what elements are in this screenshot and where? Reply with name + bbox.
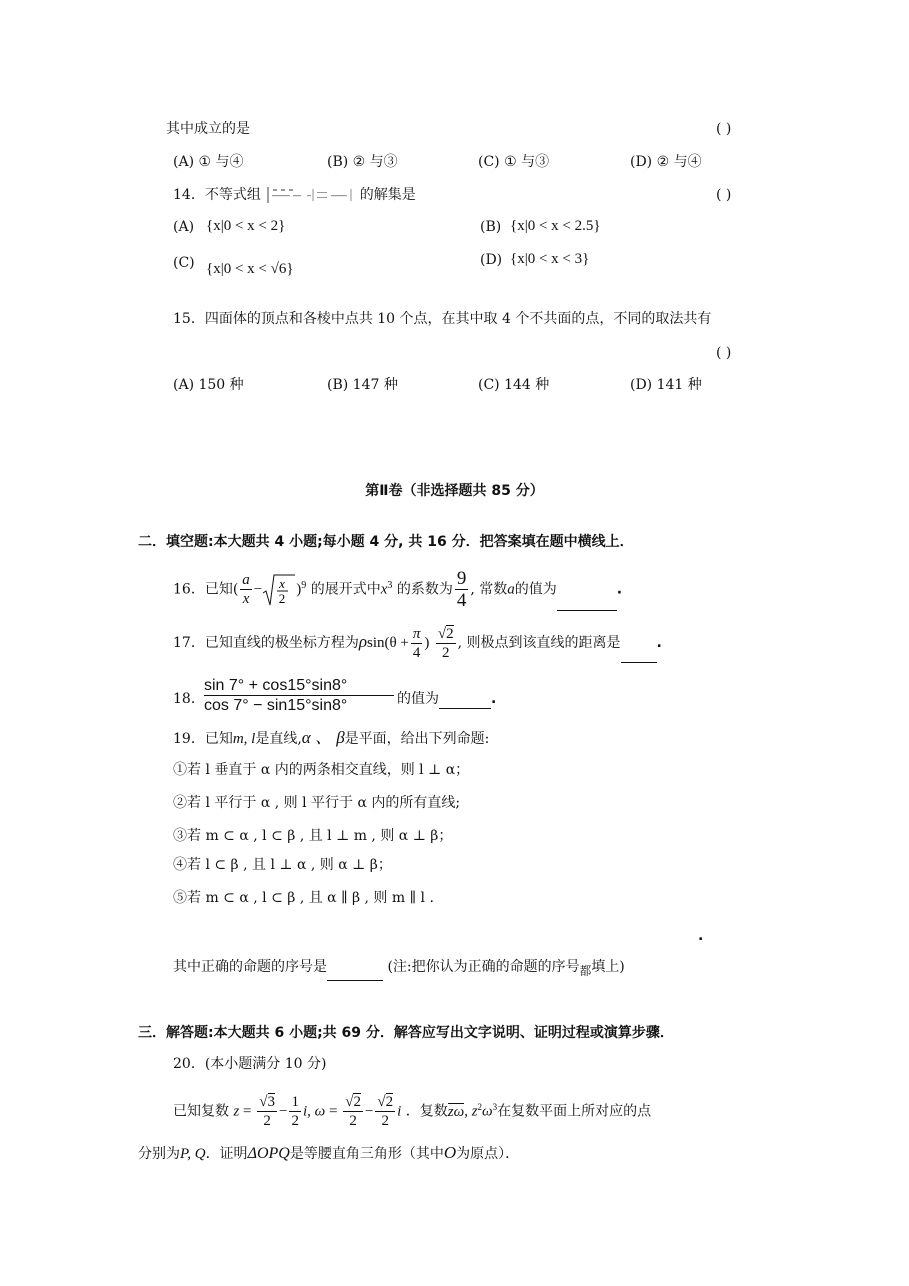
q14-option-b-label: (B) [480,219,502,235]
svg-text:x: x [279,575,286,591]
q17-pi-over-4: $\frac{\pi}{4}$ [412,625,421,661]
section3-heading: 三．解答题:本大题共 6 小题;共 69 分．解答应写出文字说明、证明过程或演算步骤． [138,1025,674,1041]
q13-option-a: (A) ① 与④ [173,154,244,170]
q17-answer-blank[interactable] [621,648,657,663]
q13-option-b: (B) ② 与③ [327,154,398,170]
q17-post: , 则极点到该直线的距离是 [457,635,621,651]
q16-x-exponent: 3 [387,580,393,591]
q16-pre: 已知( [204,581,239,598]
q14-option-b-set: {x|0 < x < 2.5} [510,218,601,234]
q16-line: 16．已知( $\frac{a}{x}$ − x 2 )$^9$ 的展开式中$x^3$ 的系数为 $\frac{9}{4}$ , 常数a的值为 . [173,568,623,612]
q16-post2: , 常数 [470,581,508,598]
q14-stem [173,185,416,205]
q14-option-a-label: (A) [173,219,195,235]
q14-option-c-label: (C) [173,255,195,271]
q19-stray-dot: . [698,928,704,944]
q13-prompt: 其中成立的是 [166,121,250,137]
q15-option-c: (C) 144 种 [478,377,550,393]
q14-option-d-label: (D) [480,252,503,268]
q13-option-d: (D) ② 与④ [630,154,702,170]
q17-rho: ρ [358,632,367,651]
q17-pre: 已知直线的极坐标方程为 [204,635,359,651]
q14-number: 14． [173,187,205,203]
q13-answer-bracket: ( ) [716,121,732,137]
q14-prompt-post: 的解集是 [359,187,416,203]
q18-numerator: sin 7° + cos15°sin8° [204,677,348,694]
q14-option-c-set: {x|0 < x < √6} [206,261,294,277]
section2-heading: 二．填空题:本大题共 4 小题;每小题 4 分, 共 16 分．把答案填在题中横线上． [138,534,634,550]
q19-item-2: ②若 l 平行于 α , 则 l 平行于 α 内的所有直线; [173,795,461,811]
q18-number: 18． [173,691,205,707]
q19-intro: 19．已知m, l是直线,α 、 β是平面，给出下列命题: [173,728,490,747]
q18-answer-blank[interactable] [439,694,491,709]
q16-sqrt-x-over-2 [262,573,296,607]
q13-option-c: (C) ① 与③ [478,154,550,170]
q14-option-a-set: {x|0 < x < 2} [206,218,286,234]
q18-fraction [204,676,394,715]
q14-prompt-pre: 不等式组 [204,187,261,203]
q17-line: 17．已知直线的极坐标方程为ρsin(θ + $\frac{\pi}{4}$ ) √ $\frac{2}{2}$ , 则极点到该直线的距离是 . [173,622,662,663]
q19-item-4: ④若 l ⊂ β , 且 l ⊥ α , 则 α ⊥ β； [173,857,392,873]
q16-exponent: 9 [301,580,307,591]
q15-prompt: 15．四面体的顶点和各棱中点共 10 个点，在其中取 4 个不共面的点，不同的取法共有 [173,311,712,327]
q17-sin: sin(θ + [367,635,409,651]
q16-x: x [380,581,388,598]
svg-text:2: 2 [279,590,286,606]
q20-header: 20．(本小题满分 10 分) [173,1056,327,1072]
q16-answer-blank[interactable] [557,596,617,611]
q19-item-3: ③若 m ⊂ α , l ⊂ β , 且 l ⊥ m , 则 α ⊥ β； [173,828,453,844]
q20-line2: 分别为P, Q．证明ΔOPQ是等腰直角三角形（其中O为原点）． [138,1143,520,1162]
part2-heading: 第Ⅱ卷（非选择题共 85 分） [365,483,544,499]
q19-answer-blank[interactable] [327,966,383,981]
q18-denominator: cos 7° − sin15°sin8° [204,695,394,715]
q19-item-1: ①若 l 垂直于 α 内的两条相交直线，则 l ⊥ α； [173,762,470,778]
q16-frac-a-over-x: $\frac{a}{x}$ [242,572,250,608]
q15-option-d: (D) 141 种 [630,377,702,393]
q17-close: ) [424,635,430,651]
q16-number: 16． [173,581,205,598]
q19-answer-line: 其中正确的命题的序号是 (注:把你认为正确的命题的序号$_都$填上) [173,957,625,981]
q16-post3: 的值为 [514,581,557,598]
q16-mid: 的展开式中 [310,581,381,598]
q14-answer-bracket: ( ) [716,187,732,203]
q16-a: a [507,581,515,598]
q14-option-d-set: {x|0 < x < 3} [510,251,590,267]
q14-system-image [265,186,355,204]
q15-option-a: (A) 150 种 [173,377,244,393]
q16-post1: 的系数为 [396,581,453,598]
q17-root2-over-2: √ $\frac{2}{2}$ [436,625,456,662]
q15-answer-bracket: ( ) [716,345,732,361]
q15-option-b: (B) 147 种 [327,377,398,393]
q17-number: 17． [173,635,205,651]
q19-item-5: ⑤若 m ⊂ α , l ⊂ β , 且 α ∥ β , 则 m ∥ l . [173,890,434,906]
q18-post: 的值为 . [397,691,497,707]
q20-line1: 已知复数 z = √ $\frac{3}{2}$ − $\frac{1}{2}$ i, ω = √ $\frac{2}{2}$ − √ $\frac{2}{2}$ i ．复数zω, $z^2\omega^3$在复数平面上所对应的点 [173,1085,651,1134]
q16-coef-frac: $\frac{9}{4}$ [456,568,467,612]
